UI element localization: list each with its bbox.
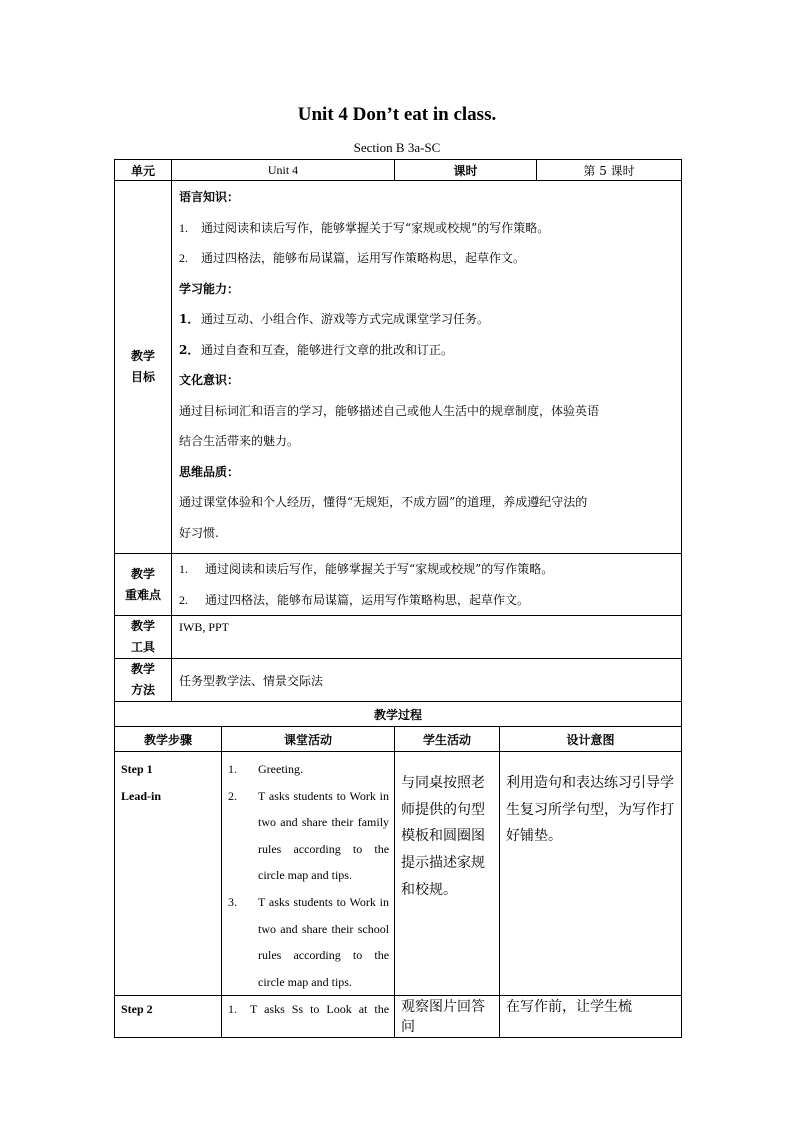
lesson-plan-table [114, 159, 682, 1038]
document-title: Unit 4 Don’t eat in class. [297, 104, 497, 125]
list-item: 3. T asks students to Work in two and share their school rules according to the circle map and tips. [228, 894, 390, 989]
methods-label: 教学 方法 [115, 659, 172, 702]
culture-text: 通过目标词汇和语言的学习，能够描述自己或他人生活中的规章制度，体验英语 [179, 403, 600, 418]
step1-intent: 利用造句和表达练习引导学生复习所学句型，为写作打好铺垫。 [500, 752, 682, 996]
thinking-text: 好习惯. [179, 525, 219, 540]
thinking-text: 通过课堂体验和个人经历，懂得“无规矩，不成方圆”的道理，养成遵纪守法的 [179, 495, 588, 509]
language-heading: 语言知识： [179, 190, 240, 204]
step-number: Step 2 [115, 996, 222, 1038]
tools-label: 教学 工具 [115, 616, 172, 659]
tools-value: IWB, PPT [172, 616, 682, 659]
table-row [115, 752, 682, 996]
table-row [115, 996, 682, 1038]
key-point-item: 1. 通过阅读和读后写作，能够掌握关于写“家规或校规”的写作策略。 [179, 562, 554, 576]
step1-student-activity: 与同桌按照老师提供的句型模板和圆圈图提示描述家规和校规。 [395, 752, 500, 996]
methods-value: 任务型教学法、情景交际法 [172, 659, 682, 702]
document-subtitle: Section B 3a-SC [353, 140, 441, 155]
step2-student-activity: 观察图片回答问 [395, 996, 500, 1038]
objectives-content [172, 181, 682, 554]
unit-value: Unit 4 [172, 160, 395, 181]
list-item: 1. T asks Ss to Look at the [228, 1002, 390, 1017]
key-points-label: 教学 重难点 [115, 554, 172, 616]
thinking-heading: 思维品质： [179, 464, 240, 479]
step1-activities [222, 752, 395, 996]
language-item: 2. 通过四格法，能够布局谋篇，运用写作策略构思，起草作文。 [179, 251, 526, 265]
step-number: Step 1 [121, 762, 153, 776]
col-header-student: 学生活动 [395, 727, 500, 752]
period-label: 课时 [395, 160, 537, 181]
culture-heading: 文化意识： [179, 373, 240, 387]
process-heading: 教学过程 [115, 702, 682, 727]
language-item: 1. 通过阅读和读后写作，能够掌握关于写“家规或校规”的写作策略。 [179, 220, 550, 235]
period-value: 第 5 课时 [537, 160, 682, 181]
ability-item: 1． 通过互动、小组合作、游戏等方式完成课堂学习任务。 [179, 312, 490, 326]
key-points-content [172, 554, 682, 616]
col-header-activities: 课堂活动 [222, 727, 395, 752]
objectives-label: 教学 目标 [115, 181, 172, 554]
list-item: 1. Greeting. [228, 762, 303, 776]
key-point-item: 2. 通过四格法，能够布局谋篇，运用写作策略构思，起草作文。 [179, 592, 530, 607]
col-header-steps: 教学步骤 [115, 727, 222, 752]
ability-item: 2． 通过自查和互查，能够进行文章的批改和订正。 [179, 342, 454, 357]
ability-heading: 学习能力： [179, 281, 240, 296]
unit-label: 单元 [115, 160, 172, 181]
col-header-intent: 设计意图 [500, 727, 682, 752]
step2-activities [222, 996, 395, 1038]
list-item: 2. T asks students to Work in two and share their family rules according to the circle map and tips. [228, 788, 390, 883]
culture-text: 结合生活带来的魅力。 [179, 434, 300, 448]
step1-cell [115, 752, 222, 996]
step2-intent: 在写作前，让学生梳 [500, 996, 682, 1038]
step-name: Lead-in [121, 788, 162, 803]
